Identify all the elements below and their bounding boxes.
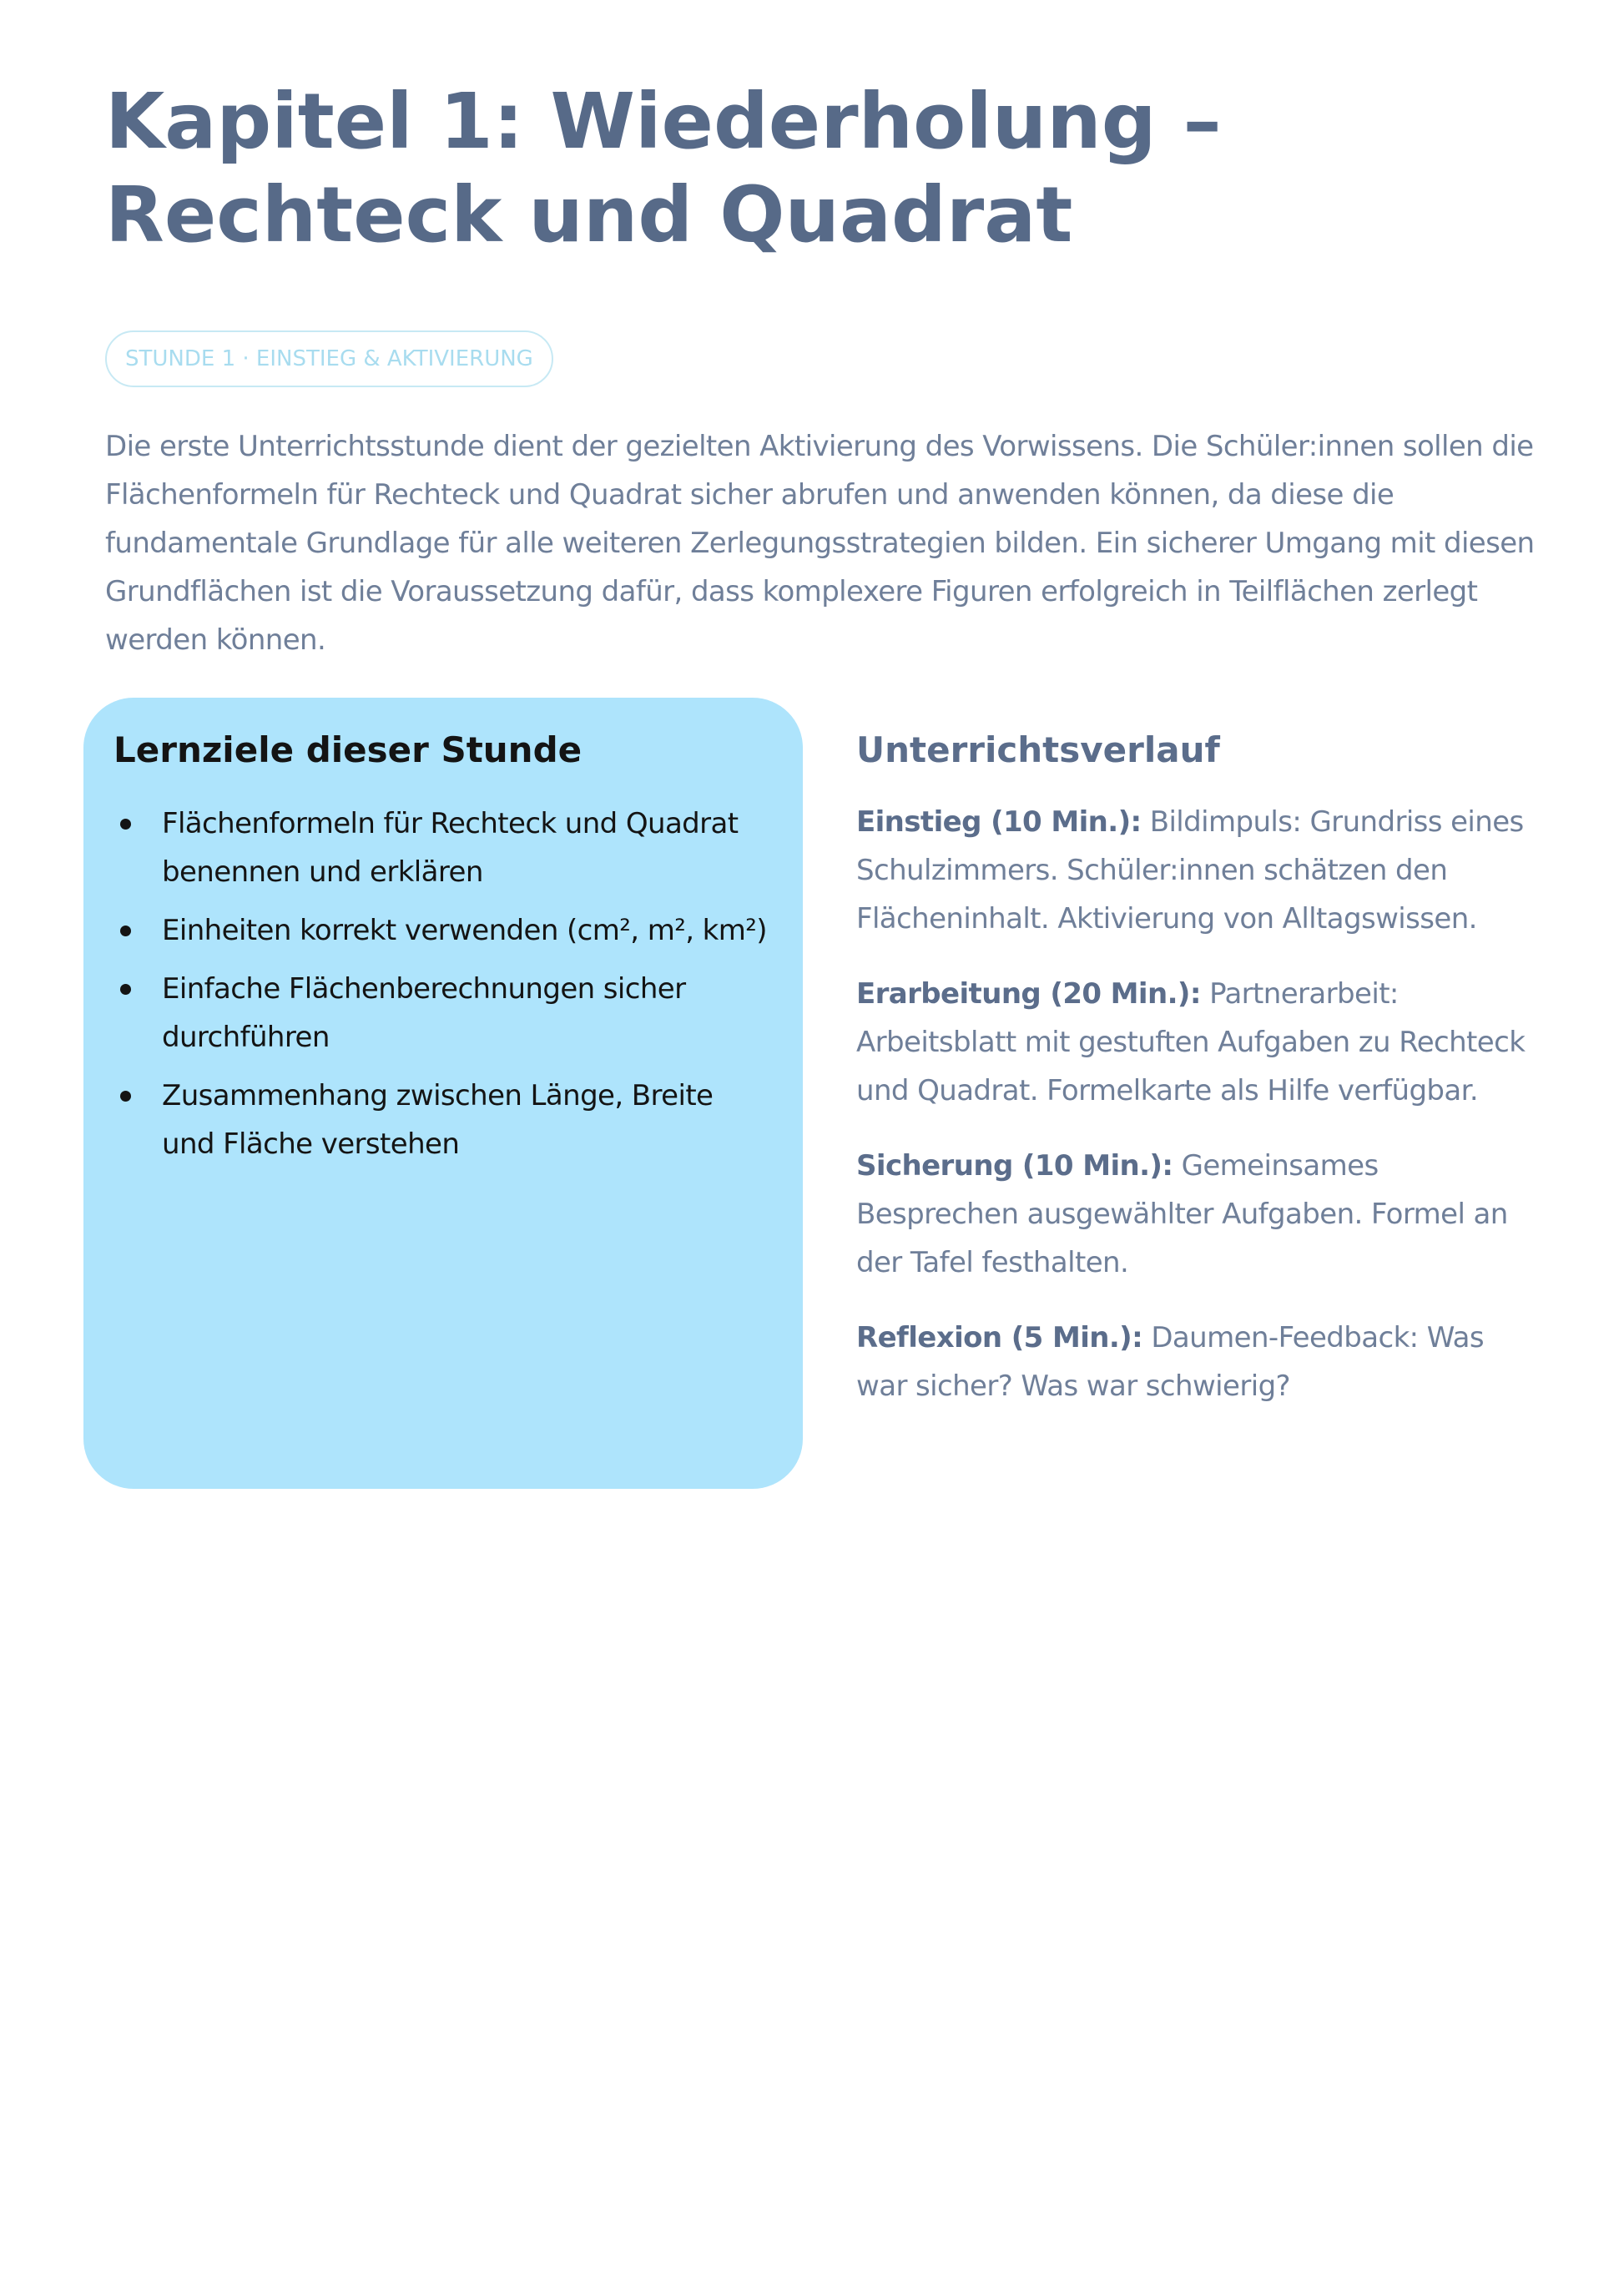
learning-goals-title: Lernziele dieser Stunde	[113, 729, 583, 770]
flow-step-label: Erarbeitung (20 Min.):	[856, 977, 1201, 1011]
flow-step-reflexion	[856, 1314, 1541, 1410]
flow-step-label: Reflexion (5 Min.):	[856, 1321, 1143, 1354]
bullet-icon	[120, 1091, 131, 1102]
flow-step-text: Bildimpuls: Grundriss eines Schulzimmers. Schüler:innen schätzen den Flächeninhalt. Aktivierung von Alltagswissen.	[856, 805, 1524, 936]
bullet-icon	[120, 984, 131, 995]
flow-step-erarbeitung	[856, 970, 1541, 1115]
learning-goal-text: Flächenformeln für Rechteck und Quadrat benennen und erklären	[162, 807, 739, 889]
intro-paragraph: Die erste Unterrichtsstunde dient der gezielten Aktivierung des Vorwissens. Die Schüler:innen sollen die Flächenformeln für Rechteck und Quadrat sicher abrufen und anwenden können, da diese die fundamentale Grundlage für alle weiteren Zerlegungsstrategien bilden. Ein sicherer Umgang mit diesen Grundflächen ist die Voraussetzung dafür, dass komplexere Figuren erfolgreich in Teilflächen zerlegt werden können.	[105, 430, 1535, 657]
flow-step-label: Sicherung (10 Min.):	[856, 1149, 1173, 1183]
list-item	[113, 906, 773, 955]
learning-goal-text: Einheiten korrekt verwenden (cm², m², km²)	[162, 914, 767, 947]
lesson-flow-title: Unterrichtsverlauf	[856, 729, 1220, 770]
list-item	[113, 1072, 773, 1168]
flow-step-sicherung	[856, 1142, 1541, 1287]
lesson-flow-section	[856, 698, 1541, 1437]
bullet-icon	[120, 926, 131, 936]
learning-goal-text: Einfache Flächenberechnungen sicher durchführen	[162, 972, 686, 1054]
learning-goal-text: Zusammenhang zwischen Länge, Breite und Fläche verstehen	[162, 1079, 714, 1161]
list-item	[113, 799, 773, 896]
bullet-icon	[120, 819, 131, 830]
flow-step-label: Einstieg (10 Min.):	[856, 805, 1142, 839]
flow-step-text: Daumen-Feedback: Was war sicher? Was war schwierig?	[856, 1321, 1484, 1403]
learning-goals-list	[113, 799, 773, 1168]
list-item	[113, 965, 773, 1062]
flow-step-einstieg	[856, 798, 1541, 943]
lesson-badge: STUNDE 1 · EINSTIEG & AKTIVIERUNG	[105, 330, 553, 387]
chapter-title: Kapitel 1: Wiederholung – Rechteck und Quadrat	[105, 77, 1222, 260]
flow-step-text: Partnerarbeit: Arbeitsblatt mit gestuften Aufgaben zu Rechteck und Quadrat. Formelkarte als Hilfe verfügbar.	[856, 977, 1526, 1107]
learning-goals-box	[83, 698, 803, 1489]
flow-step-text: Gemeinsames Besprechen ausgewählter Aufgaben. Formel an der Tafel festhalten.	[856, 1149, 1508, 1279]
